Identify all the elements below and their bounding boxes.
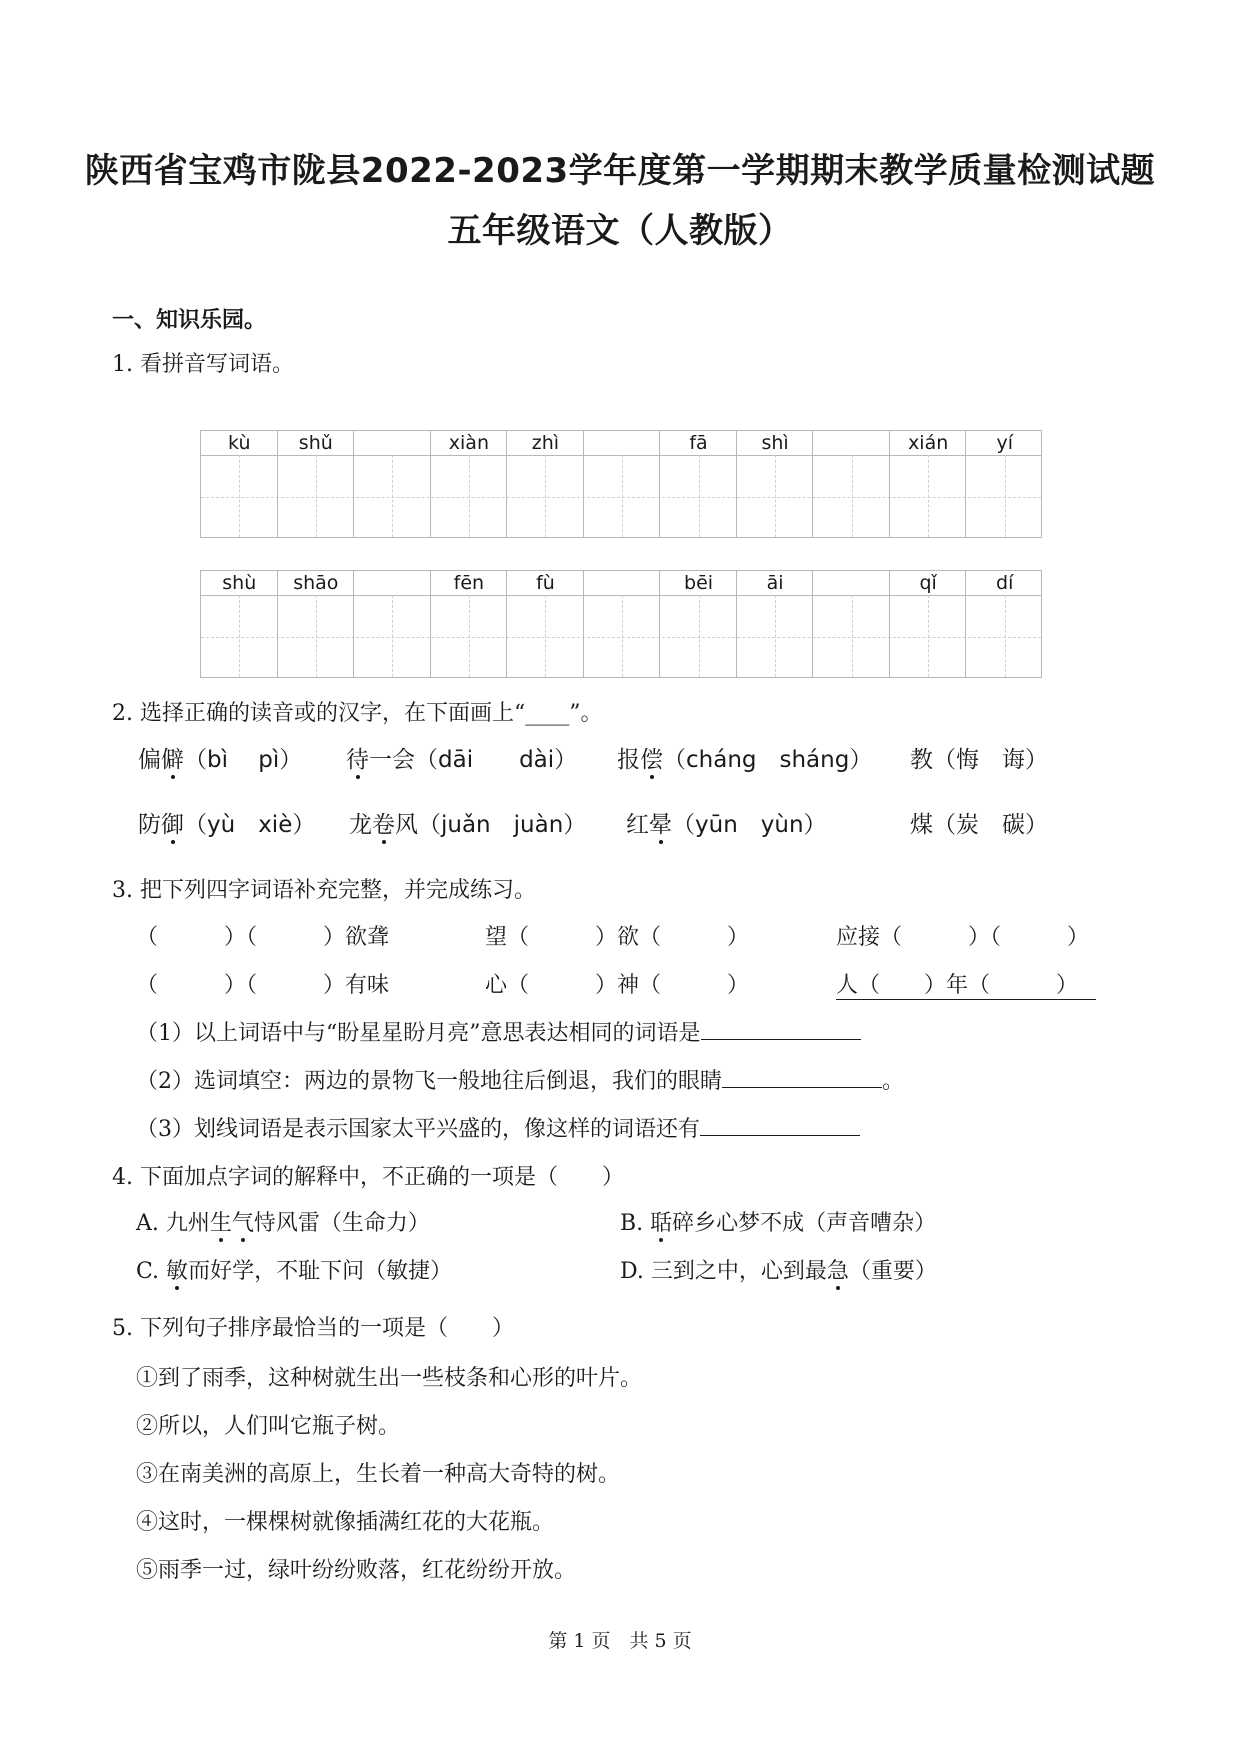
writing-cell[interactable] <box>201 431 278 537</box>
dotted-char: 偿 <box>640 747 663 773</box>
q5-sentence-4: ④这时，一棵棵树就像插满红花的大花瓶。 <box>136 1510 555 1535</box>
q2-item-jiaohui: 教（悔 诲） <box>910 747 1048 773</box>
q5-sentence-2: ②所以，人们叫它瓶子树。 <box>136 1414 401 1439</box>
writing-cell[interactable] <box>278 431 355 537</box>
q5-sentence-3: ③在南美洲的高原上，生长着一种高大奇特的树。 <box>136 1462 621 1487</box>
grid-guide-line <box>392 455 393 537</box>
pinyin-label: fā <box>689 432 708 454</box>
q2-item-hongyun: 红晕（yūn yùn） <box>626 812 827 838</box>
writing-cell[interactable] <box>354 571 431 677</box>
writing-cell[interactable] <box>354 431 431 537</box>
question-4-label: 4. 下面加点字词的解释中，不正确的一项是（ ） <box>112 1165 624 1190</box>
pinyin-label: fù <box>536 572 555 594</box>
dotted-char: 敏 <box>166 1259 189 1284</box>
q4-option-a: A. 九州生气恃风雷（生命力） <box>136 1211 430 1236</box>
grid-guide-line <box>239 455 240 537</box>
answer-blank[interactable] <box>701 1019 861 1040</box>
writing-cell[interactable] <box>507 431 584 537</box>
grid-guide-line <box>545 455 546 537</box>
q3-idiom-2: 望（ ）欲（ ） <box>485 925 750 950</box>
dotted-char: 御 <box>161 812 184 838</box>
q3-idiom-1: （ ）（ ）欲聋 <box>136 925 390 950</box>
writing-cell[interactable] <box>584 571 661 677</box>
grid-guide-line <box>469 455 470 537</box>
q2-item-daiyihui: 待一会（dāi dài） <box>346 747 578 773</box>
q2-item-longjuanfeng: 龙卷风（juǎn juàn） <box>349 812 587 838</box>
writing-cell[interactable] <box>431 431 508 537</box>
writing-cell[interactable] <box>890 431 967 537</box>
grid-guide-line <box>852 595 853 677</box>
q2-item-pianpi: 偏僻（bì pì） <box>138 747 303 773</box>
writing-cell[interactable] <box>431 571 508 677</box>
writing-cell[interactable] <box>201 571 278 677</box>
grid-guide-line <box>622 455 623 537</box>
writing-cell[interactable] <box>737 431 814 537</box>
writing-cell[interactable] <box>660 431 737 537</box>
pinyin-label: kù <box>228 432 251 454</box>
grid-guide-line <box>1005 455 1006 537</box>
writing-cell[interactable] <box>813 431 890 537</box>
grid-guide-line <box>1005 595 1006 677</box>
grid-guide-line <box>469 595 470 677</box>
pinyin-label: bēi <box>684 572 714 594</box>
writing-cell[interactable] <box>737 571 814 677</box>
pinyin-label: xián <box>908 432 949 454</box>
q3-idiom-5: 心（ ）神（ ） <box>485 973 750 998</box>
answer-blank[interactable] <box>700 1115 860 1136</box>
grid-guide-line <box>928 455 929 537</box>
grid-guide-line <box>775 455 776 537</box>
writing-cell[interactable] <box>660 571 737 677</box>
pinyin-label: yí <box>996 432 1013 454</box>
question-3-label: 3. 把下列四字词语补充完整，并完成练习。 <box>112 878 536 903</box>
dotted-char: 僻 <box>161 747 184 773</box>
question-1-label: 1. 看拼音写词语。 <box>112 352 294 377</box>
q3-idiom-4: （ ）（ ）有味 <box>136 973 390 998</box>
q3-sub-2: （2）选词填空：两边的景物飞一般地往后倒退，我们的眼睛 。 <box>136 1069 905 1094</box>
grid-guide-line <box>699 595 700 677</box>
pinyin-label: dí <box>996 572 1014 594</box>
pinyin-grid-1 <box>200 430 1042 538</box>
writing-cell[interactable] <box>507 571 584 677</box>
writing-cell[interactable] <box>813 571 890 677</box>
pinyin-grid-2 <box>200 570 1042 678</box>
writing-cell[interactable] <box>278 571 355 677</box>
pinyin-label: shì <box>761 432 789 454</box>
pinyin-label: shù <box>222 572 257 594</box>
pinyin-label: xiàn <box>448 432 489 454</box>
grid-guide-line <box>316 595 317 677</box>
page-subtitle: 五年级语文（人教版） <box>447 211 793 251</box>
pinyin-label: fēn <box>453 572 485 594</box>
dotted-char: 聒 <box>650 1211 673 1236</box>
writing-cell[interactable] <box>584 431 661 537</box>
pinyin-label: zhì <box>531 432 560 454</box>
grid-guide-line <box>928 595 929 677</box>
page-title: 陕西省宝鸡市陇县2022-2023学年度第一学期期末教学质量检测试题 <box>84 151 1156 191</box>
q2-item-meitan: 煤（炭 碳） <box>910 812 1048 838</box>
dotted-char: 急 <box>826 1259 849 1284</box>
q2-item-baochang: 报偿（cháng sháng） <box>617 747 873 773</box>
grid-guide-line <box>699 455 700 537</box>
grid-guide-line <box>239 595 240 677</box>
section-heading: 一、知识乐园。 <box>112 308 267 333</box>
dotted-char: 待 <box>346 747 369 773</box>
writing-cell[interactable] <box>966 571 1043 677</box>
dotted-char: 卷 <box>372 812 395 838</box>
grid-guide-line <box>316 455 317 537</box>
pinyin-label: qǐ <box>919 572 937 594</box>
q2-item-fangyu: 防御（yù xiè） <box>138 812 316 838</box>
grid-guide-line <box>775 595 776 677</box>
writing-cell[interactable] <box>966 431 1043 537</box>
q5-sentence-1: ①到了雨季，这种树就生出一些枝条和心形的叶片。 <box>136 1366 643 1391</box>
dotted-char: 晕 <box>649 812 672 838</box>
dotted-char: 气 <box>231 1211 254 1236</box>
q3-sub-3: （3）划线词语是表示国家太平兴盛的，像这样的词语还有 <box>136 1112 860 1143</box>
pinyin-label: shāo <box>293 572 339 594</box>
pinyin-label: shǔ <box>298 432 333 454</box>
q5-sentence-5: ⑤雨季一过，绿叶纷纷败落，红花纷纷开放。 <box>136 1558 577 1583</box>
q3-idiom-6-underlined: 人（ ）年（ ） <box>836 968 1096 1000</box>
q3-sub-1: （1）以上词语中与“盼星星盼月亮”意思表达相同的词语是 <box>136 1016 861 1047</box>
grid-guide-line <box>622 595 623 677</box>
grid-guide-line <box>392 595 393 677</box>
q3-idiom-3: 应接（ ）（ ） <box>836 925 1090 950</box>
q4-option-c: C. 敏而好学，不耻下问（敏捷） <box>136 1259 453 1284</box>
grid-guide-line <box>545 595 546 677</box>
answer-blank[interactable] <box>722 1067 882 1088</box>
grid-guide-line <box>852 455 853 537</box>
pinyin-label: āi <box>766 572 784 594</box>
page-number: 第 1 页 共 5 页 <box>548 1630 692 1652</box>
q4-option-b: B. 聒碎乡心梦不成（声音嘈杂） <box>620 1211 937 1236</box>
q4-option-d: D. 三到之中，心到最急（重要） <box>620 1259 937 1284</box>
dotted-char: 生 <box>209 1211 232 1236</box>
question-2-label: 2. 选择正确的读音或的汉字，在下面画上“____”。 <box>112 701 603 726</box>
question-5-label: 5. 下列句子排序最恰当的一项是（ ） <box>112 1316 514 1341</box>
writing-cell[interactable] <box>890 571 967 677</box>
